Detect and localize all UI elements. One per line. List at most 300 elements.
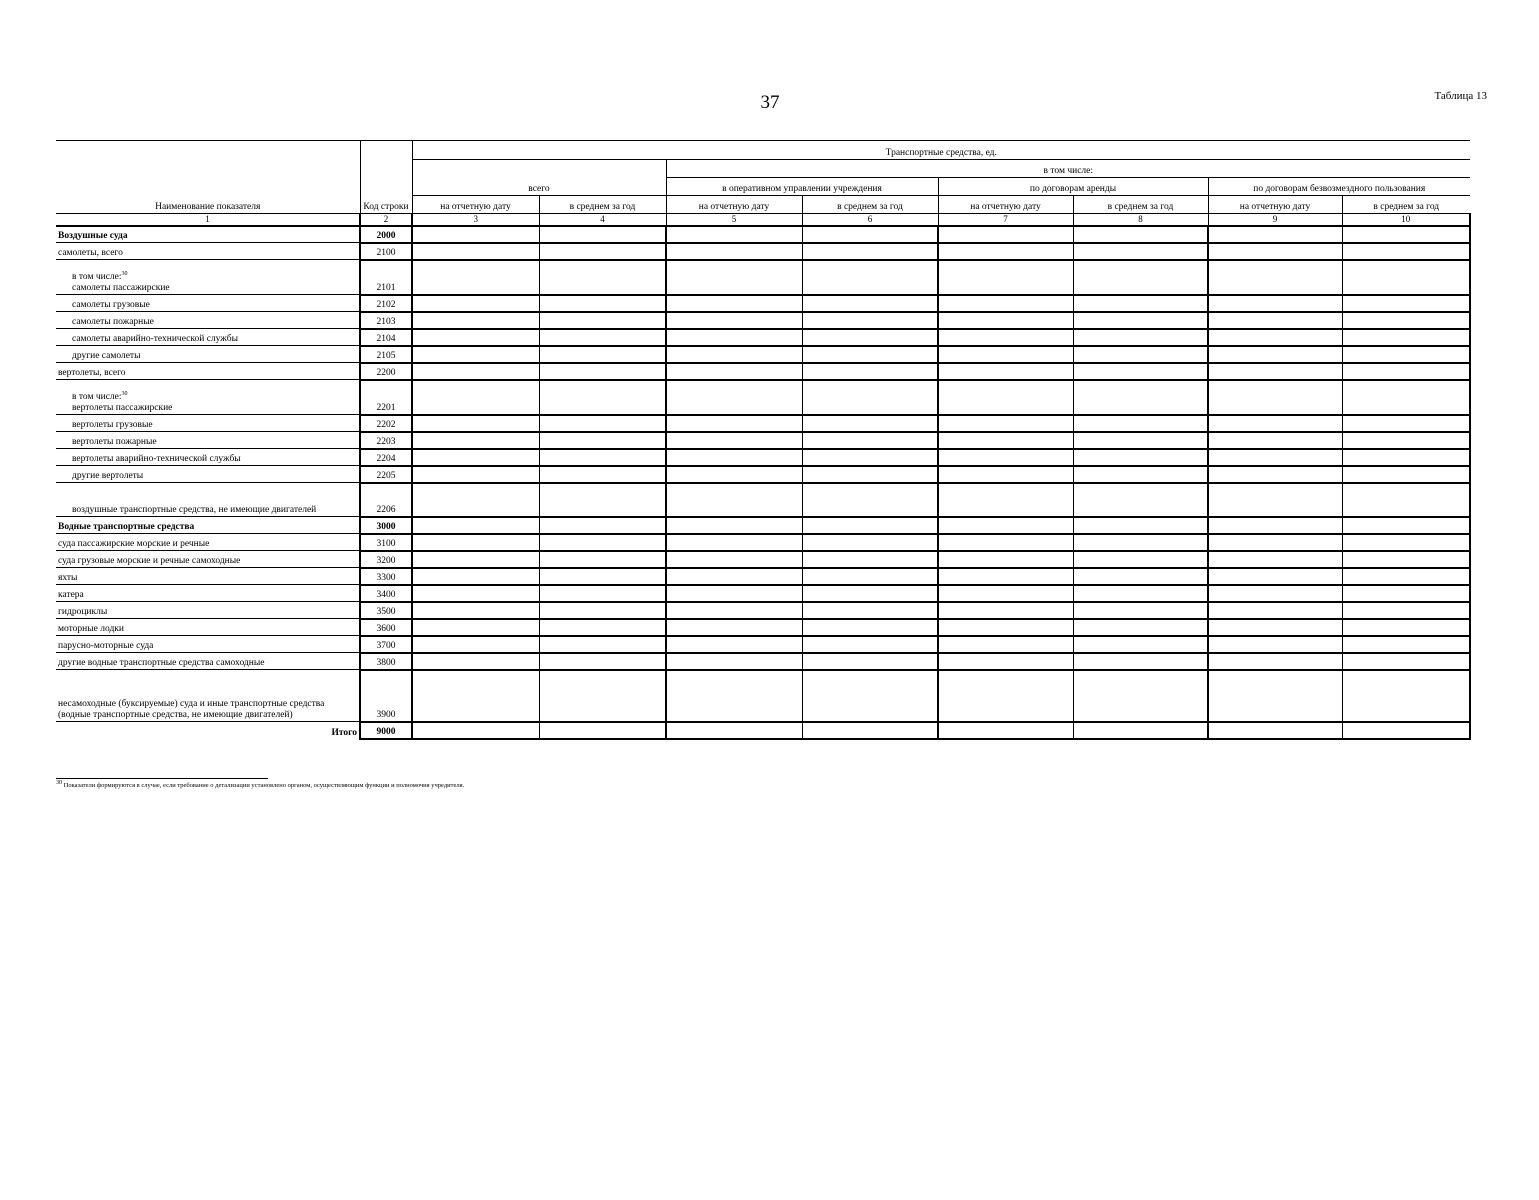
value-cell[interactable] (412, 226, 539, 243)
value-cell[interactable] (1342, 466, 1470, 483)
value-cell[interactable] (1342, 670, 1470, 722)
table-row (56, 449, 1470, 466)
value-cell[interactable] (666, 449, 802, 466)
value-cell[interactable] (938, 653, 1073, 670)
value-cell[interactable] (802, 568, 938, 585)
value-cell[interactable] (412, 432, 539, 449)
value-cell[interactable] (1073, 226, 1208, 243)
value-cell[interactable] (666, 466, 802, 483)
value-cell[interactable] (1073, 243, 1208, 260)
row-code: 3600 (360, 619, 412, 636)
value-cell[interactable] (412, 483, 539, 517)
table-row (56, 380, 1470, 415)
table-row (56, 619, 1470, 636)
column-number: 9 (1208, 213, 1342, 226)
value-cell[interactable] (1208, 432, 1342, 449)
value-cell[interactable] (1342, 551, 1470, 568)
value-cell[interactable] (802, 670, 938, 722)
row-name (56, 380, 360, 415)
value-cell[interactable] (1073, 329, 1208, 346)
row-name (56, 449, 360, 466)
value-cell[interactable] (938, 329, 1073, 346)
value-cell[interactable] (1208, 260, 1342, 295)
value-cell[interactable] (802, 295, 938, 312)
value-cell[interactable] (802, 260, 938, 295)
value-cell[interactable] (539, 295, 666, 312)
value-cell[interactable] (802, 534, 938, 551)
value-cell[interactable] (412, 636, 539, 653)
value-cell[interactable] (1073, 415, 1208, 432)
value-cell[interactable] (802, 432, 938, 449)
value-cell[interactable] (802, 312, 938, 329)
value-cell[interactable] (539, 722, 666, 739)
table-row (56, 466, 1470, 483)
value-cell[interactable] (666, 517, 802, 534)
value-cell[interactable] (1342, 312, 1470, 329)
value-cell[interactable] (802, 243, 938, 260)
value-cell[interactable] (1342, 585, 1470, 602)
value-cell[interactable] (412, 380, 539, 415)
value-cell[interactable] (412, 329, 539, 346)
value-cell[interactable] (1208, 602, 1342, 619)
value-cell[interactable] (1073, 670, 1208, 722)
value-cell[interactable] (938, 568, 1073, 585)
value-cell[interactable] (1073, 260, 1208, 295)
row-name (56, 551, 360, 568)
value-cell[interactable] (1208, 653, 1342, 670)
value-cell[interactable] (412, 346, 539, 363)
value-cell[interactable] (802, 226, 938, 243)
value-cell[interactable] (412, 449, 539, 466)
value-cell[interactable] (1208, 449, 1342, 466)
column-number: 4 (539, 213, 666, 226)
value-cell[interactable] (938, 260, 1073, 295)
header-on-date: на отчетную дату (938, 195, 1073, 213)
value-cell[interactable] (539, 260, 666, 295)
row-code: 3800 (360, 653, 412, 670)
value-cell[interactable] (539, 653, 666, 670)
value-cell[interactable] (802, 380, 938, 415)
value-cell[interactable] (1342, 722, 1470, 739)
row-name-text: вертолеты пассажирские (72, 403, 173, 413)
value-cell[interactable] (666, 568, 802, 585)
value-cell[interactable] (666, 619, 802, 636)
value-cell[interactable] (539, 226, 666, 243)
value-cell[interactable] (539, 243, 666, 260)
value-cell[interactable] (938, 483, 1073, 517)
table-row (56, 260, 1470, 295)
row-name-text: самолеты аварийно-технической службы (72, 334, 238, 344)
value-cell[interactable] (802, 449, 938, 466)
value-cell[interactable] (802, 619, 938, 636)
value-cell[interactable] (938, 295, 1073, 312)
value-cell[interactable] (666, 295, 802, 312)
value-cell[interactable] (1073, 585, 1208, 602)
page-number: 37 (760, 92, 780, 113)
footnote-rule (56, 778, 268, 779)
row-name-text: вертолеты, всего (58, 368, 126, 378)
value-cell[interactable] (412, 653, 539, 670)
value-cell[interactable] (1342, 260, 1470, 295)
value-cell[interactable] (938, 380, 1073, 415)
value-cell[interactable] (412, 534, 539, 551)
value-cell[interactable] (539, 568, 666, 585)
value-cell[interactable] (938, 243, 1073, 260)
value-cell[interactable] (1208, 585, 1342, 602)
row-name (56, 517, 360, 534)
value-cell[interactable] (1342, 295, 1470, 312)
value-cell[interactable] (1208, 363, 1342, 380)
column-number: 3 (412, 213, 539, 226)
value-cell[interactable] (1342, 534, 1470, 551)
value-cell[interactable] (802, 551, 938, 568)
value-cell[interactable] (1073, 380, 1208, 415)
value-cell[interactable] (802, 346, 938, 363)
header-avg-year: в среднем за год (802, 195, 938, 213)
table-row (56, 670, 1470, 722)
value-cell[interactable] (412, 243, 539, 260)
value-cell[interactable] (412, 260, 539, 295)
value-cell[interactable] (1342, 380, 1470, 415)
table-row (56, 226, 1470, 243)
value-cell[interactable] (802, 602, 938, 619)
value-cell[interactable] (412, 722, 539, 739)
value-cell[interactable] (539, 363, 666, 380)
value-cell[interactable] (412, 585, 539, 602)
value-cell[interactable] (938, 312, 1073, 329)
value-cell[interactable] (1208, 636, 1342, 653)
value-cell[interactable] (1073, 449, 1208, 466)
value-cell[interactable] (666, 226, 802, 243)
value-cell[interactable] (1208, 346, 1342, 363)
value-cell[interactable] (1208, 722, 1342, 739)
value-cell[interactable] (666, 636, 802, 653)
value-cell[interactable] (1208, 329, 1342, 346)
including-text: в том числе: (72, 392, 122, 402)
row-code: 2204 (360, 449, 412, 466)
value-cell[interactable] (666, 363, 802, 380)
value-cell[interactable] (1208, 534, 1342, 551)
footnote-text: Показатели формируются в случае, если требование о детализации установлено органом, осуществляющим функции и полномочия учредителя. (63, 782, 465, 789)
value-cell[interactable] (1073, 346, 1208, 363)
row-code: 3000 (360, 517, 412, 534)
value-cell[interactable] (666, 432, 802, 449)
value-cell[interactable] (1073, 722, 1208, 739)
row-name (56, 670, 360, 722)
value-cell[interactable] (1208, 466, 1342, 483)
value-cell[interactable] (1342, 653, 1470, 670)
value-cell[interactable] (938, 602, 1073, 619)
value-cell[interactable] (666, 260, 802, 295)
row-name (56, 226, 360, 243)
value-cell[interactable] (666, 380, 802, 415)
row-name-text: самолеты, всего (58, 248, 123, 258)
row-code: 2103 (360, 312, 412, 329)
transport-table (56, 141, 1471, 740)
row-code: 2202 (360, 415, 412, 432)
value-cell[interactable] (539, 636, 666, 653)
row-name-text: яхты (58, 573, 78, 583)
table-row (56, 517, 1470, 534)
row-name (56, 260, 360, 295)
row-name-text: Итого (331, 727, 357, 738)
row-name-text: моторные лодки (58, 624, 124, 634)
header-including: в том числе: (666, 159, 1470, 177)
value-cell[interactable] (1342, 432, 1470, 449)
value-cell[interactable] (1073, 568, 1208, 585)
row-code: 2201 (360, 380, 412, 415)
row-name-text: Воздушные суда (58, 231, 128, 241)
value-cell[interactable] (1342, 346, 1470, 363)
row-name-text: гидроциклы (58, 607, 108, 617)
value-cell[interactable] (666, 415, 802, 432)
value-cell[interactable] (539, 534, 666, 551)
value-cell[interactable] (1073, 483, 1208, 517)
value-cell[interactable] (666, 585, 802, 602)
value-cell[interactable] (938, 363, 1073, 380)
table-row (56, 346, 1470, 363)
value-cell[interactable] (802, 585, 938, 602)
value-cell[interactable] (1208, 483, 1342, 517)
value-cell[interactable] (539, 380, 666, 415)
row-code: 3100 (360, 534, 412, 551)
value-cell[interactable] (666, 653, 802, 670)
column-number: 8 (1073, 213, 1208, 226)
value-cell[interactable] (1073, 517, 1208, 534)
value-cell[interactable] (412, 415, 539, 432)
column-number: 6 (802, 213, 938, 226)
value-cell[interactable] (539, 670, 666, 722)
value-cell[interactable] (666, 670, 802, 722)
value-cell[interactable] (1208, 295, 1342, 312)
value-cell[interactable] (802, 466, 938, 483)
row-code: 2100 (360, 243, 412, 260)
value-cell[interactable] (802, 483, 938, 517)
value-cell[interactable] (802, 636, 938, 653)
including-label (72, 392, 357, 403)
value-cell[interactable] (938, 670, 1073, 722)
value-cell[interactable] (666, 534, 802, 551)
value-cell[interactable] (938, 534, 1073, 551)
table-row (56, 551, 1470, 568)
row-name-text: парусно-моторные суда (58, 641, 154, 651)
value-cell[interactable] (1208, 312, 1342, 329)
row-code: 2105 (360, 346, 412, 363)
value-cell[interactable] (938, 619, 1073, 636)
value-cell[interactable] (539, 619, 666, 636)
value-cell[interactable] (539, 466, 666, 483)
value-cell[interactable] (1208, 243, 1342, 260)
table-row (56, 432, 1470, 449)
value-cell[interactable] (412, 312, 539, 329)
column-number: 7 (938, 213, 1073, 226)
row-name (56, 602, 360, 619)
value-cell[interactable] (1073, 534, 1208, 551)
value-cell[interactable] (1342, 329, 1470, 346)
table-row (56, 585, 1470, 602)
value-cell[interactable] (1342, 226, 1470, 243)
value-cell[interactable] (539, 346, 666, 363)
row-name-text: другие вертолеты (72, 471, 144, 481)
table-row (56, 653, 1470, 670)
value-cell[interactable] (1073, 466, 1208, 483)
value-cell[interactable] (666, 329, 802, 346)
value-cell[interactable] (802, 653, 938, 670)
row-name (56, 636, 360, 653)
header-operational: в оперативном управлении учреждения (666, 177, 938, 195)
value-cell[interactable] (666, 312, 802, 329)
value-cell[interactable] (1073, 653, 1208, 670)
value-cell[interactable] (412, 363, 539, 380)
table-row (56, 329, 1470, 346)
row-name (56, 432, 360, 449)
value-cell[interactable] (666, 243, 802, 260)
value-cell[interactable] (1208, 415, 1342, 432)
row-name-text: вертолеты пожарные (72, 437, 157, 447)
header-avg-year: в среднем за год (539, 195, 666, 213)
value-cell[interactable] (1208, 568, 1342, 585)
value-cell[interactable] (802, 517, 938, 534)
value-cell[interactable] (539, 602, 666, 619)
value-cell[interactable] (412, 619, 539, 636)
value-cell[interactable] (1342, 517, 1470, 534)
value-cell[interactable] (539, 415, 666, 432)
value-cell[interactable] (1342, 415, 1470, 432)
row-code: 2101 (360, 260, 412, 295)
value-cell[interactable] (938, 449, 1073, 466)
value-cell[interactable] (412, 295, 539, 312)
row-name-text: катера (58, 590, 84, 600)
row-code: 2203 (360, 432, 412, 449)
header-avg-year: в среднем за год (1073, 195, 1208, 213)
value-cell[interactable] (539, 449, 666, 466)
table-row (56, 415, 1470, 432)
column-number: 5 (666, 213, 802, 226)
including-text: в том числе: (72, 272, 122, 282)
value-cell[interactable] (666, 483, 802, 517)
value-cell[interactable] (412, 670, 539, 722)
header-name: Наименование показателя (56, 141, 360, 213)
value-cell[interactable] (1208, 226, 1342, 243)
value-cell[interactable] (539, 483, 666, 517)
value-cell[interactable] (1342, 363, 1470, 380)
value-cell[interactable] (1342, 243, 1470, 260)
row-name (56, 653, 360, 670)
value-cell[interactable] (666, 346, 802, 363)
value-cell[interactable] (1342, 602, 1470, 619)
value-cell[interactable] (1208, 619, 1342, 636)
value-cell[interactable] (938, 466, 1073, 483)
value-cell[interactable] (1208, 551, 1342, 568)
row-name-text: самолеты пожарные (72, 317, 154, 327)
value-cell[interactable] (1073, 619, 1208, 636)
value-cell[interactable] (539, 585, 666, 602)
row-name (56, 312, 360, 329)
table-row (56, 312, 1470, 329)
value-cell[interactable] (666, 722, 802, 739)
value-cell[interactable] (938, 636, 1073, 653)
value-cell[interactable] (539, 551, 666, 568)
value-cell[interactable] (1342, 449, 1470, 466)
value-cell[interactable] (1073, 312, 1208, 329)
table-row (56, 363, 1470, 380)
table-label: Таблица 13 (1434, 90, 1487, 102)
footnote (56, 779, 465, 789)
value-cell[interactable] (412, 568, 539, 585)
footnote-number: 30 (56, 779, 62, 786)
value-cell[interactable] (412, 517, 539, 534)
row-code: 3300 (360, 568, 412, 585)
value-cell[interactable] (938, 585, 1073, 602)
row-name (56, 483, 360, 517)
value-cell[interactable] (938, 346, 1073, 363)
value-cell[interactable] (1342, 636, 1470, 653)
table-row (56, 243, 1470, 260)
value-cell[interactable] (802, 329, 938, 346)
value-cell[interactable] (1208, 517, 1342, 534)
value-cell[interactable] (412, 466, 539, 483)
value-cell[interactable] (1073, 602, 1208, 619)
value-cell[interactable] (539, 329, 666, 346)
row-name (56, 568, 360, 585)
row-name (56, 329, 360, 346)
value-cell[interactable] (1073, 551, 1208, 568)
value-cell[interactable] (802, 415, 938, 432)
value-cell[interactable] (802, 722, 938, 739)
value-cell[interactable] (666, 551, 802, 568)
value-cell[interactable] (539, 312, 666, 329)
value-cell[interactable] (412, 551, 539, 568)
value-cell[interactable] (1073, 636, 1208, 653)
row-code: 9000 (360, 722, 412, 739)
value-cell[interactable] (938, 415, 1073, 432)
value-cell[interactable] (938, 722, 1073, 739)
value-cell[interactable] (938, 432, 1073, 449)
table-row (56, 636, 1470, 653)
value-cell[interactable] (539, 517, 666, 534)
value-cell[interactable] (1073, 363, 1208, 380)
value-cell[interactable] (938, 551, 1073, 568)
header-free-use: по договорам безвозмездного пользования (1208, 177, 1470, 195)
footnote-ref: 30 (121, 390, 128, 397)
value-cell[interactable] (1342, 619, 1470, 636)
table-row (56, 534, 1470, 551)
value-cell[interactable] (1073, 432, 1208, 449)
row-name-text: суда грузовые морские и речные самоходные (58, 556, 241, 566)
value-cell[interactable] (1073, 295, 1208, 312)
value-cell[interactable] (938, 226, 1073, 243)
row-code: 2205 (360, 466, 412, 483)
total-label (56, 722, 360, 739)
row-code: 2102 (360, 295, 412, 312)
value-cell[interactable] (1342, 483, 1470, 517)
footnote-ref: 30 (121, 270, 128, 277)
value-cell[interactable] (666, 602, 802, 619)
value-cell[interactable] (1342, 568, 1470, 585)
header-on-date: на отчетную дату (666, 195, 802, 213)
table-row (56, 722, 1470, 739)
row-name (56, 295, 360, 312)
value-cell[interactable] (412, 602, 539, 619)
value-cell[interactable] (1208, 670, 1342, 722)
row-code: 2104 (360, 329, 412, 346)
value-cell[interactable] (802, 363, 938, 380)
value-cell[interactable] (539, 432, 666, 449)
value-cell[interactable] (1208, 380, 1342, 415)
value-cell[interactable] (938, 517, 1073, 534)
row-name-text: другие самолеты (72, 351, 141, 361)
row-name (56, 585, 360, 602)
